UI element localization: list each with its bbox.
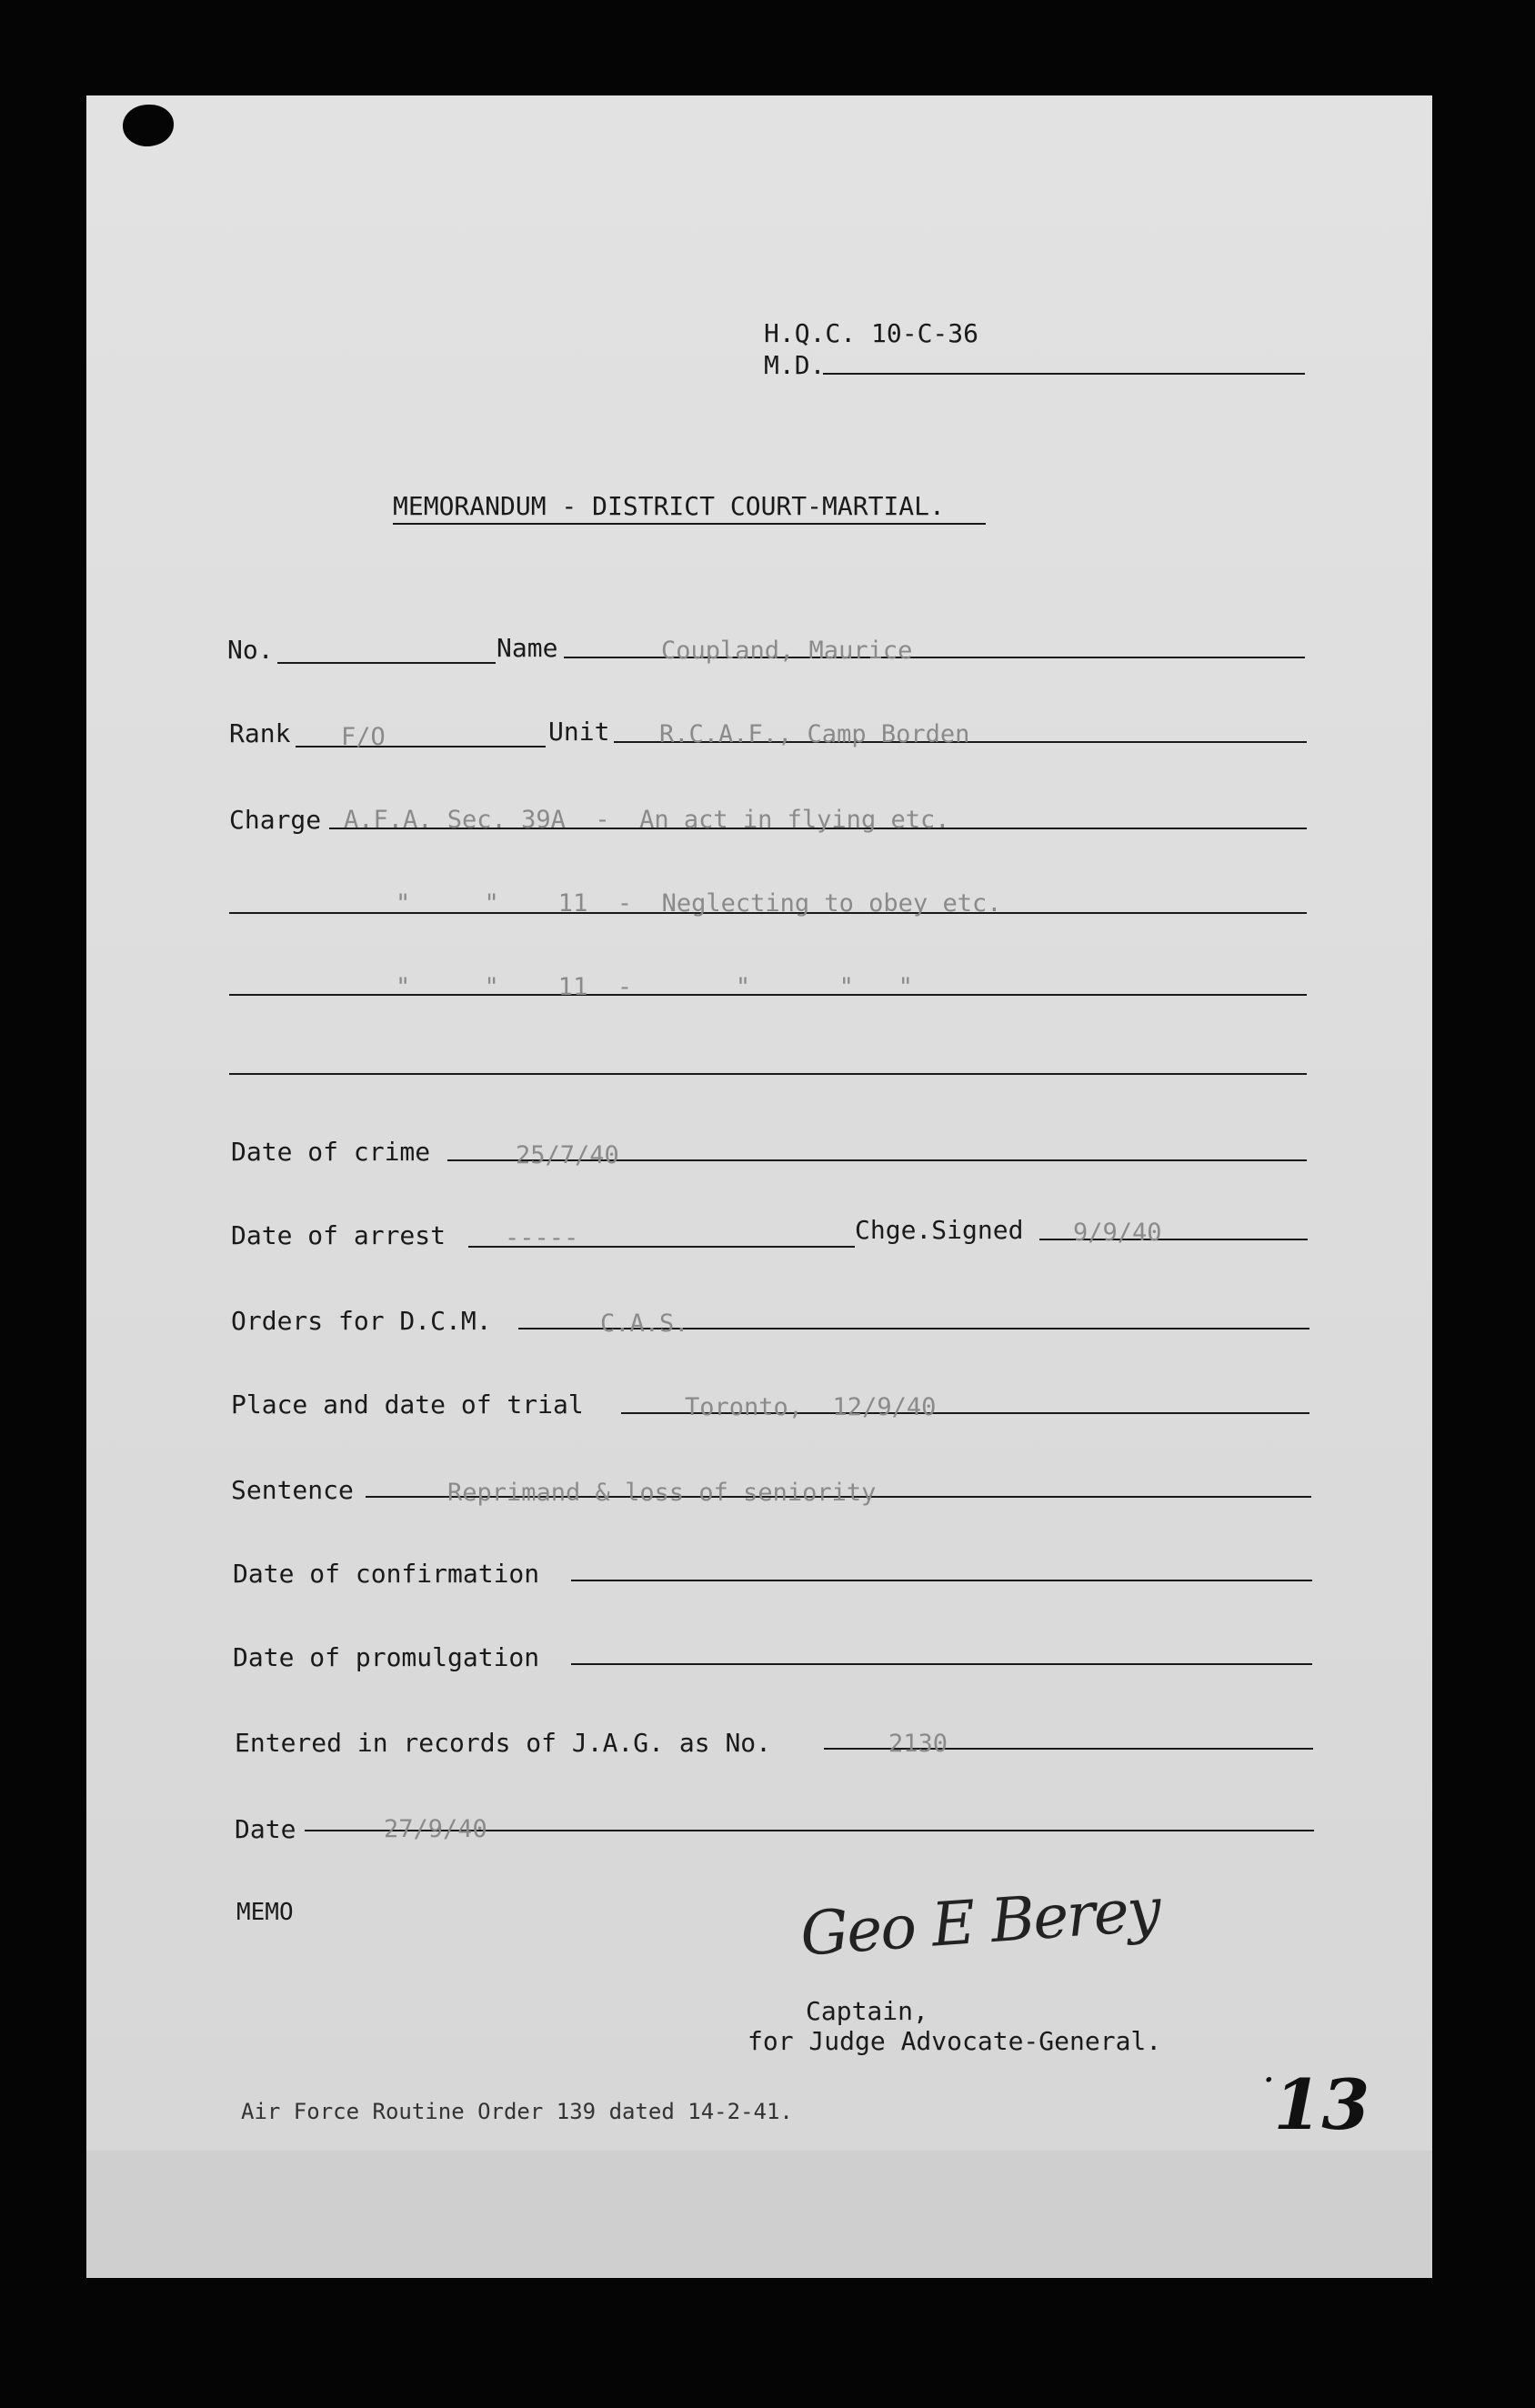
charge-value-1: A.F.A. Sec. 39A - An act in flying etc. [344,806,950,834]
md-label: M.D. [764,350,826,380]
charge-line-4 [229,1073,1307,1075]
sentence-label: Sentence [231,1475,354,1505]
charge-value-3: " " 11 - " " " [396,973,913,1001]
no-label: No. [227,635,274,665]
page-number: ·13 [1264,2064,1370,2145]
place-date-value: Toronto, 12/9/40 [685,1393,937,1421]
memo-title: MEMORANDUM - DISTRICT COURT-MARTIAL. [393,491,945,521]
place-date-label: Place and date of trial [231,1390,584,1420]
promulgation-label: Date of promulgation [233,1642,540,1672]
orders-label: Orders for D.C.M. [231,1306,492,1336]
unit-value: R.C.A.F., Camp Borden [659,720,970,748]
page-lower-strip [86,2151,1432,2278]
md-line [823,373,1305,375]
date-of-crime-value: 25/7/40 [516,1141,619,1169]
date-value: 27/9/40 [384,1815,487,1843]
jag-label: Entered in records of J.A.G. as No. [235,1728,772,1758]
signature-title: Captain, [806,1996,928,2026]
document-page [86,95,1432,2278]
hqc-reference: H.Q.C. 10-C-36 [764,318,979,348]
promulgation-line [571,1663,1312,1665]
date-label: Date [235,1814,296,1844]
name-value: Coupland, Maurice [661,637,913,665]
no-line [277,662,496,664]
jag-value: 2130 [888,1730,948,1758]
rank-value: F/O [341,723,386,751]
confirmation-label: Date of confirmation [233,1559,540,1589]
page-number-text: 13 [1273,2064,1370,2145]
date-of-arrest-label: Date of arrest [231,1220,446,1250]
signature-role: for Judge Advocate-General. [747,2026,1162,2056]
date-of-arrest-value: ----- [505,1224,579,1252]
orders-value: C.A.S. [600,1309,689,1338]
date-of-crime-label: Date of crime [231,1137,431,1167]
sentence-value: Reprimand & loss of seniority [447,1479,877,1507]
memo-label: MEMO [236,1899,294,1926]
name-label: Name [497,633,558,663]
charge-value-2: " " 11 - Neglecting to obey etc. [396,889,1002,918]
routine-order-note: Air Force Routine Order 139 dated 14-2-41. [241,2099,793,2124]
unit-label: Unit [548,717,610,747]
rank-label: Rank [229,718,291,748]
charge-label: Charge [229,805,322,835]
rank-line [296,746,546,747]
chge-signed-value: 9/9/40 [1073,1219,1162,1247]
title-underline [393,523,986,525]
chge-signed-label: Chge.Signed [855,1215,1024,1245]
handwritten-signature: Geo E Berey [798,1874,1162,1970]
confirmation-line [571,1580,1312,1581]
